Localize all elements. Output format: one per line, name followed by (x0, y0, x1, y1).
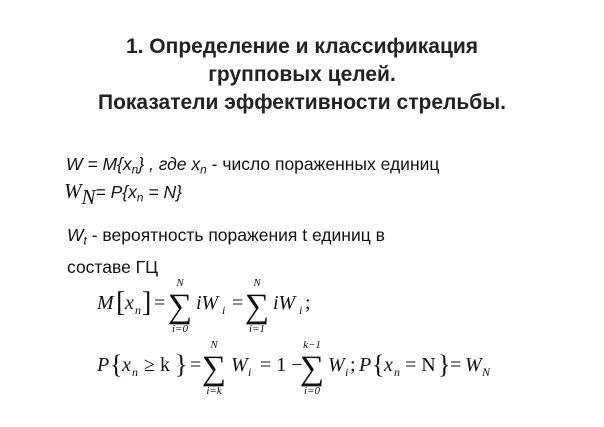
formula-expected-value (97, 276, 337, 338)
svg-text:;: ; (305, 292, 311, 314)
svg-text:P: P (97, 354, 110, 376)
svg-text:=: = (154, 292, 166, 314)
svg-text:∑: ∑ (201, 350, 227, 387)
svg-text:]: ] (142, 287, 152, 318)
svg-text:n: n (132, 365, 138, 379)
svg-text:=: = (190, 354, 202, 376)
slide-title (40, 33, 564, 117)
svg-text:x: x (125, 292, 134, 314)
svg-text:x: x (384, 354, 393, 376)
svg-text:i: i (299, 303, 303, 317)
svg-text:;: ; (350, 354, 356, 376)
formula-expected-value-svg (97, 276, 337, 338)
svg-text:}: } (175, 350, 188, 379)
definition-mean-hits: $W = M\{x_n\}$ , где $x_n$ - число пораженных единиц (66, 154, 440, 177)
svg-text:=: = (450, 354, 462, 376)
formula-probability-svg (97, 338, 497, 400)
svg-text:{: { (372, 350, 385, 379)
svg-text:∑: ∑ (299, 350, 325, 387)
definition-w-t: $W_t$ - вероятность поражения t единиц в составе ГЦ (67, 225, 385, 278)
svg-text:}: } (438, 350, 451, 379)
svg-text:x: x (122, 354, 131, 376)
svg-text:≥ k: ≥ k (144, 354, 170, 376)
svg-text:i=0: i=0 (172, 323, 188, 335)
svg-text:n: n (135, 303, 141, 317)
svg-text:M: M (97, 292, 114, 314)
svg-text:N: N (210, 339, 218, 351)
svg-text:W: W (231, 354, 248, 376)
svg-text:i: i (222, 303, 226, 317)
svg-text:W: W (465, 354, 482, 376)
svg-text:= N: = N (405, 354, 436, 376)
svg-text:i=0: i=0 (304, 385, 320, 397)
title-line-1: 1. Определение и классификация (125, 35, 479, 58)
svg-text:i: i (248, 365, 252, 379)
svg-text:∑: ∑ (244, 288, 270, 325)
svg-text:∑: ∑ (167, 288, 193, 325)
svg-text:P: P (359, 354, 372, 376)
svg-text:iW: iW (196, 292, 219, 314)
svg-text:n: n (394, 365, 400, 379)
svg-text:iW: iW (273, 292, 296, 314)
svg-text:N: N (176, 277, 184, 289)
definition-w-n: $W_N= P\{x_n = N\}$ (64, 179, 182, 209)
svg-text:k−1: k−1 (303, 339, 321, 351)
title-line-2: групповых целей. (208, 63, 396, 86)
svg-text:=: = (232, 292, 244, 314)
svg-text:{: { (110, 350, 123, 379)
svg-text:i=1: i=1 (249, 323, 265, 335)
svg-text:i: i (345, 365, 349, 379)
svg-text:W: W (328, 354, 345, 376)
formula-probability (97, 338, 497, 400)
svg-text:= 1 −: = 1 − (260, 354, 303, 376)
title-line-3: Показатели эффективности стрельбы. (97, 91, 507, 114)
svg-text:i=k: i=k (206, 385, 222, 397)
svg-text:N: N (253, 277, 261, 289)
svg-text:[: [ (116, 287, 126, 318)
svg-text:N: N (482, 365, 491, 379)
